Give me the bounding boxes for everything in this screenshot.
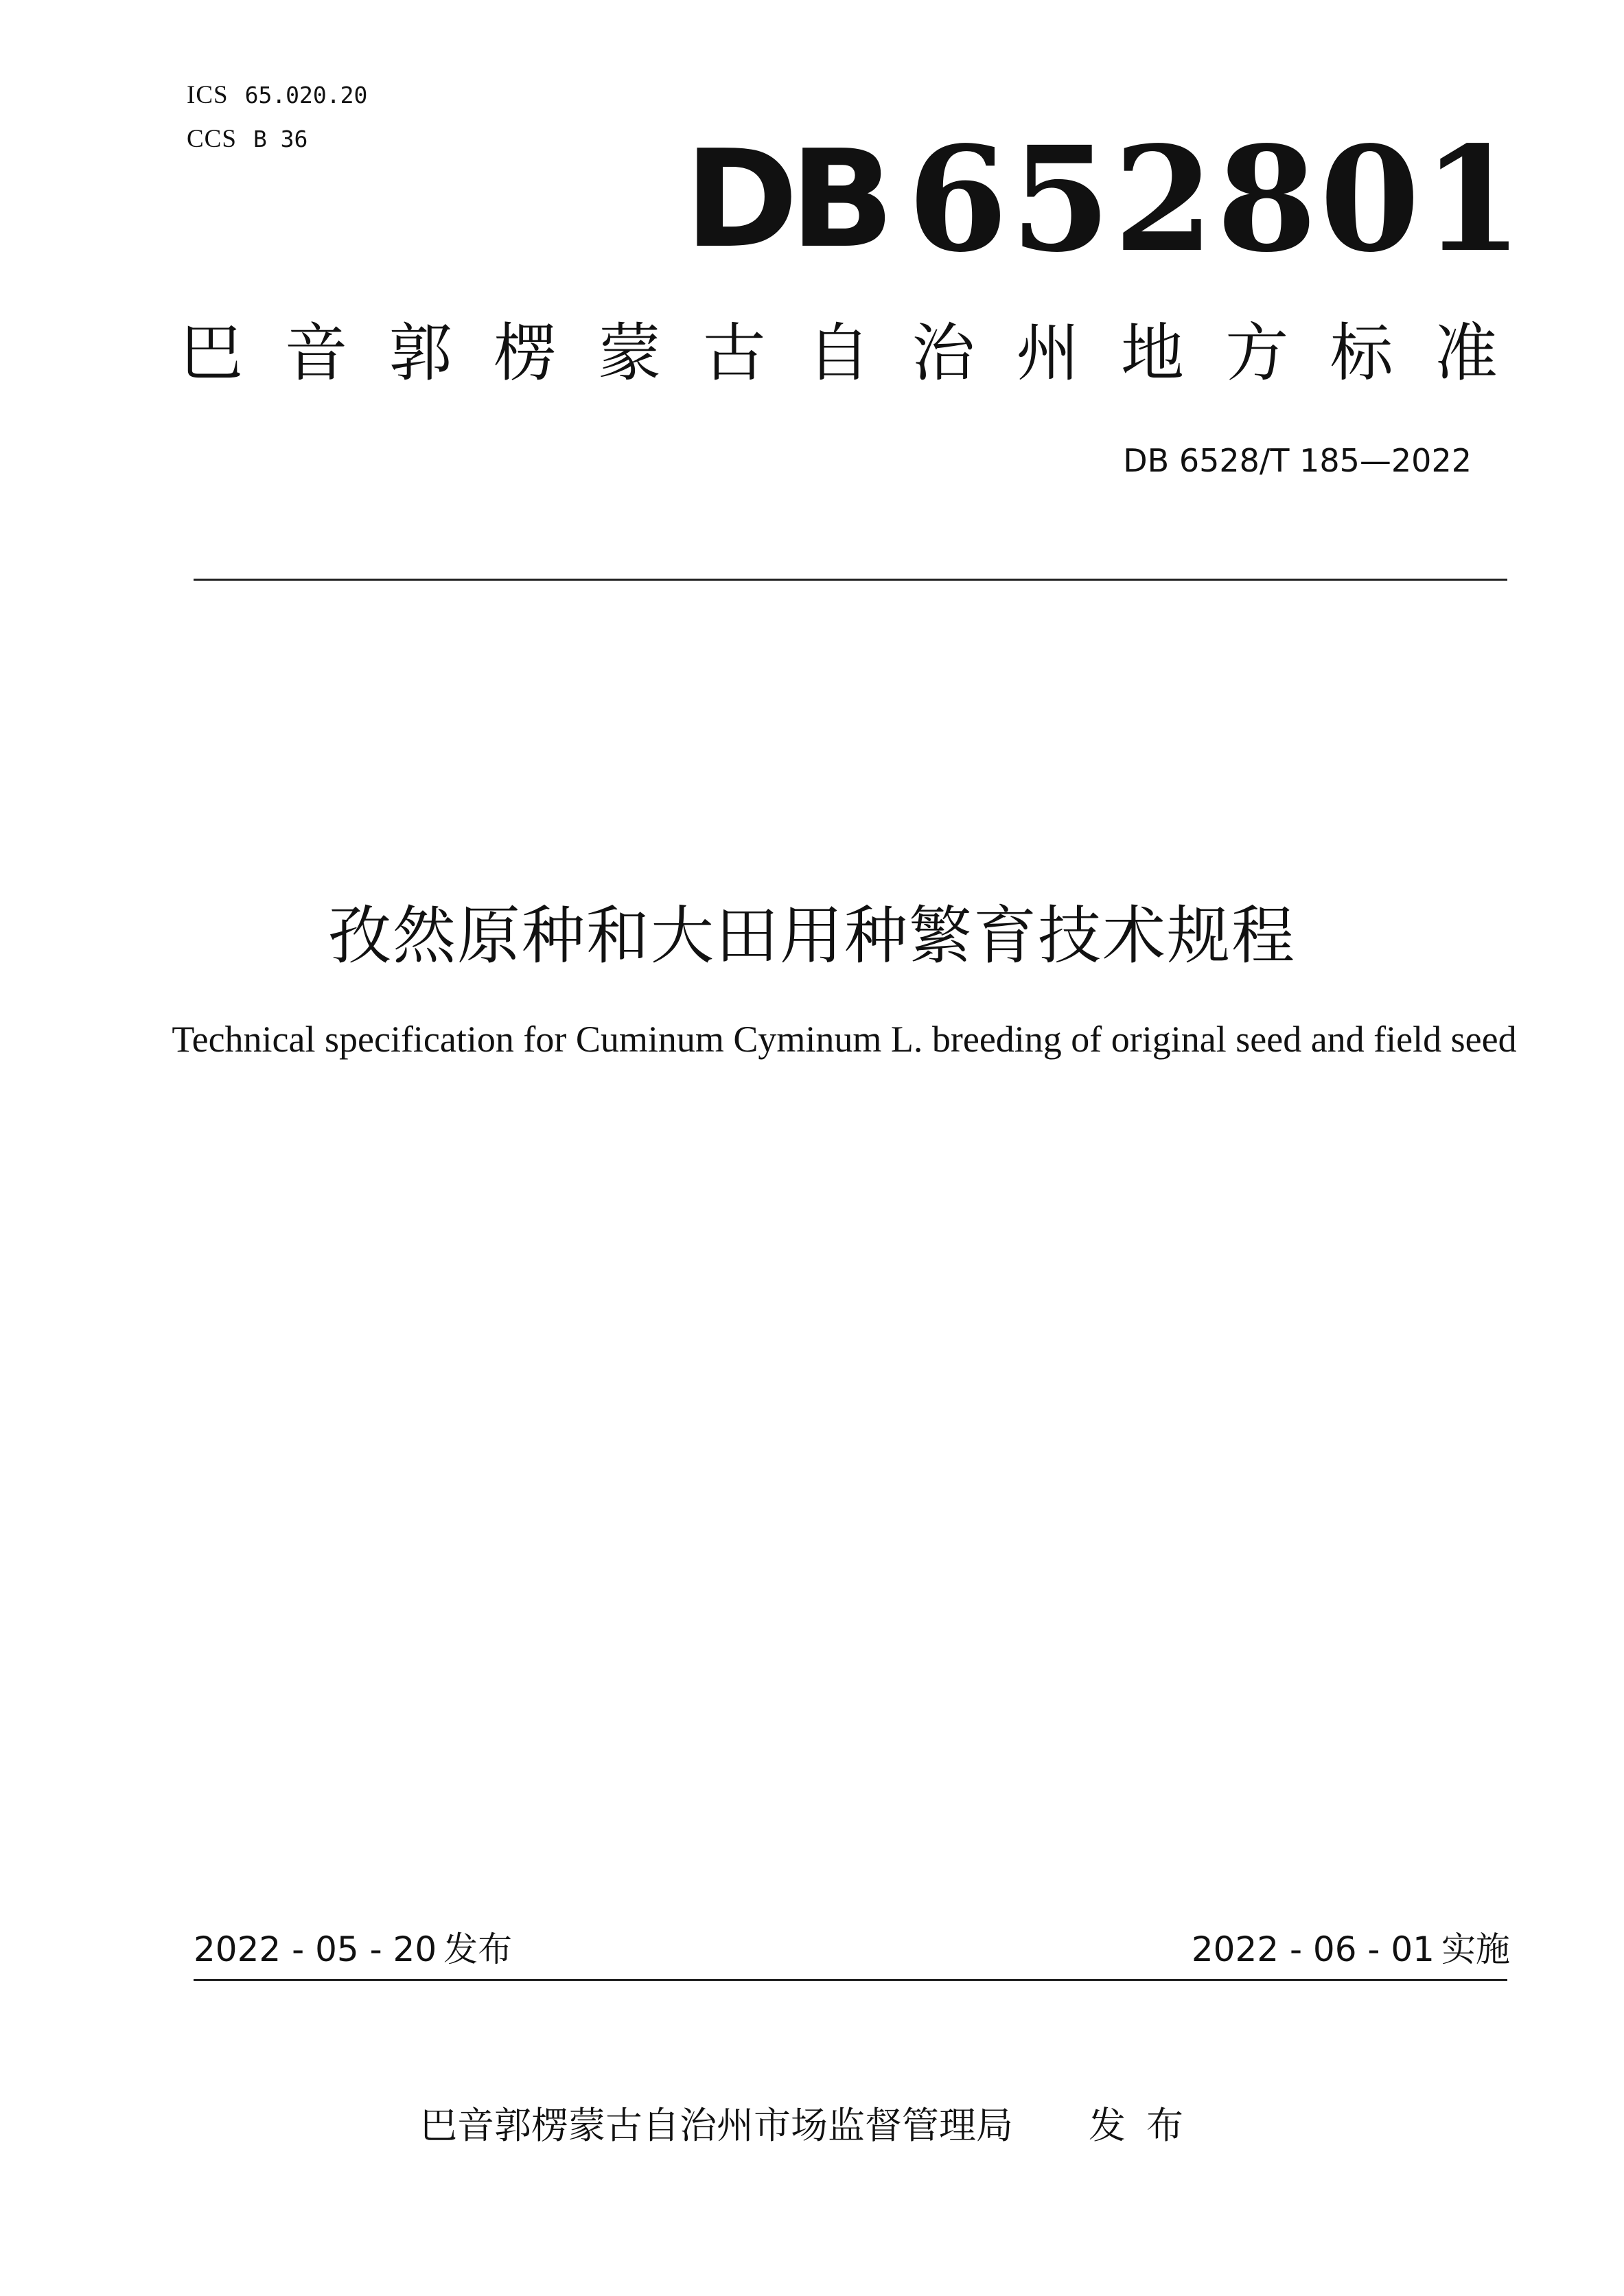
db-standard-logo — [684, 115, 1526, 284]
implementation-date-value: 2022 - 06 - 01 — [1191, 1929, 1435, 1969]
ics-value: 65.020.20 — [244, 81, 368, 108]
standard-type-char: 治 — [912, 316, 975, 390]
issuer-issue-word: 发布 — [1089, 2104, 1204, 2147]
issue-date — [194, 1922, 512, 1971]
document-title-english: Technical specification for Cuminum Cyminum L. breeding of original seed and field seed — [172, 1019, 1517, 1060]
standard-type-char: 巴 — [180, 316, 244, 390]
ccs-code — [187, 121, 308, 156]
standard-type-char: 自 — [807, 316, 870, 390]
ccs-value: B 36 — [253, 125, 308, 152]
issue-date-value: 2022 - 05 - 20 — [194, 1929, 437, 1969]
standard-number: DB 6528/T 185—2022 — [1123, 442, 1472, 479]
standard-type-char: 地 — [1120, 316, 1184, 390]
ics-label: ICS — [187, 80, 229, 109]
ics-code — [187, 77, 367, 113]
standard-type-char: 准 — [1434, 316, 1498, 390]
standard-type-char: 音 — [284, 316, 348, 390]
header-divider — [194, 579, 1507, 581]
db-logo-letters: DB — [684, 121, 886, 278]
implementation-date — [1192, 1922, 1510, 1971]
footer-divider — [194, 1979, 1507, 1981]
standard-type-char: 古 — [702, 316, 766, 390]
issuing-authority — [0, 2096, 1624, 2149]
standard-type-char: 郭 — [388, 316, 452, 390]
standard-type-char: 方 — [1225, 316, 1289, 390]
issue-date-suffix: 发布 — [443, 1929, 513, 1969]
standard-type-char: 标 — [1330, 316, 1393, 390]
standard-type-char: 楞 — [493, 316, 557, 390]
standard-type-char: 蒙 — [598, 316, 662, 390]
db-logo-number: 652801 — [907, 115, 1526, 284]
standard-type-heading — [180, 313, 1498, 394]
document-title-chinese: 孜然原种和大田用种繁育技术规程 — [327, 899, 1296, 973]
issuer-name: 巴音郭楞蒙古自治州市场监督管理局 — [420, 2104, 1013, 2147]
standard-type-char: 州 — [1016, 316, 1080, 390]
implementation-date-suffix: 实施 — [1441, 1929, 1510, 1969]
ccs-label: CCS — [187, 124, 237, 153]
